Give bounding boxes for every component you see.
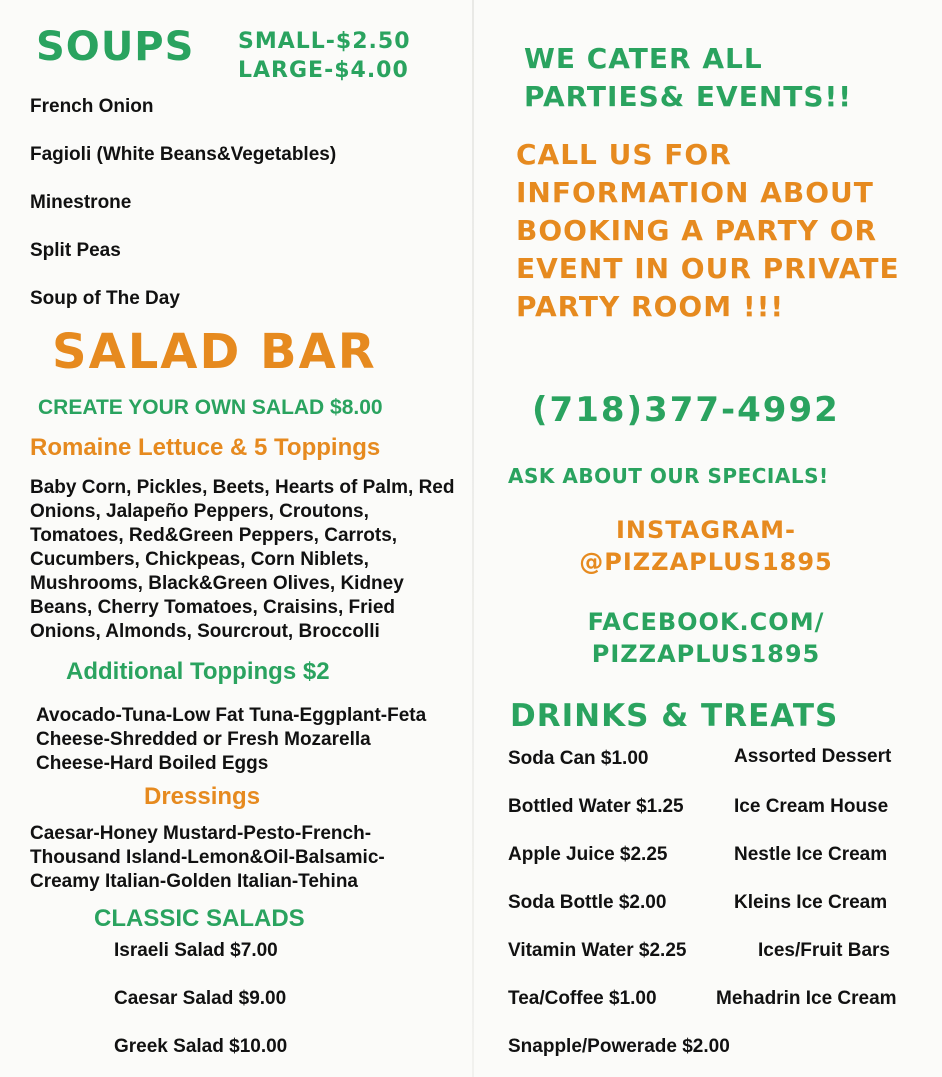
salad-bar-title: SALAD BAR — [52, 324, 377, 380]
instagram-line-1: INSTAGRAM- — [616, 516, 796, 544]
soups-title: SOUPS — [36, 24, 195, 70]
soup-item: Soup of The Day — [30, 288, 180, 309]
soup-item: French Onion — [30, 96, 154, 117]
treat-item: Ice Cream House — [734, 796, 889, 817]
create-salad-price: CREATE YOUR OWN SALAD $8.00 — [38, 396, 383, 419]
drink-item: Bottled Water $1.25 — [508, 796, 684, 817]
cater-banner: WE CATER ALL PARTIES& EVENTS!! — [524, 42, 853, 113]
booking-info: CALL US FOR INFORMATION ABOUT BOOKING A PARTY OR EVENT IN OUR PRIVATE PARTY ROOM !!! — [516, 138, 900, 323]
treat-item: Ices/Fruit Bars — [758, 940, 890, 961]
additional-toppings-title: Additional Toppings $2 — [66, 658, 330, 685]
facebook-url — [490, 606, 922, 670]
drink-item: Snapple/Powerade $2.00 — [508, 1036, 730, 1057]
drink-item: Soda Bottle $2.00 — [508, 892, 667, 913]
drink-item: Soda Can $1.00 — [508, 748, 649, 769]
soup-item: Split Peas — [30, 240, 121, 261]
drink-item: Tea/Coffee $1.00 — [508, 988, 657, 1009]
treat-item: Mehadrin Ice Cream — [716, 988, 897, 1009]
drink-item: Vitamin Water $2.25 — [508, 940, 687, 961]
specials-text: ASK ABOUT OUR SPECIALS! — [508, 464, 829, 488]
facebook-line-2: PIZZAPLUS1895 — [591, 640, 821, 668]
treat-item: Kleins Ice Cream — [734, 892, 888, 913]
soup-price-small: SMALL-$2.50 — [238, 29, 411, 54]
soup-price-large: LARGE-$4.00 — [238, 58, 409, 83]
soup-item: Fagioli (White Beans&Vegetables) — [30, 144, 337, 165]
classic-salad-item: Israeli Salad $7.00 — [114, 940, 278, 961]
soup-item: Minestrone — [30, 192, 132, 213]
classic-salad-item: Caesar Salad $9.00 — [114, 988, 287, 1009]
additional-toppings: Avocado-Tuna-Low Fat Tuna-Eggplant-Feta Cheese-Shredded or Fresh Mozarella Cheese-Hard Boiled Eggs — [36, 705, 427, 774]
phone-number: (718)377-4992 — [532, 390, 840, 430]
classic-salads-title: CLASSIC SALADS — [94, 905, 305, 932]
drinks-title: DRINKS & TREATS — [510, 698, 839, 734]
salad-base: Romaine Lettuce & 5 Toppings — [30, 434, 381, 461]
facebook-line-1: FACEBOOK.COM/ — [587, 608, 825, 636]
salad-toppings: Baby Corn, Pickles, Beets, Hearts of Palm, Red Onions, Jalapeño Peppers, Croutons, Tomatoes, Red&Green Peppers, Carrots, Cucumbers, Chickpeas, Corn Niblets, Mushrooms, Black&Green Olives, Kidney Beans, Cherry Tomatoes, Craisins, Fried Onions, Almonds, Sourcrout, Broccolli — [30, 477, 455, 642]
classic-salad-item: Greek Salad $10.00 — [114, 1036, 288, 1057]
instagram-handle — [490, 514, 922, 578]
fold-line — [472, 0, 474, 1077]
instagram-line-2: @PIZZAPLUS1895 — [579, 548, 833, 576]
treat-item: Assorted Dessert — [734, 746, 892, 767]
dressings-list: Caesar-Honey Mustard-Pesto-French-Thousand Island-Lemon&Oil-Balsamic-Creamy Italian-Golden Italian-Tehina — [30, 823, 385, 892]
soup-prices — [238, 27, 411, 85]
treat-item: Nestle Ice Cream — [734, 844, 888, 865]
drink-item: Apple Juice $2.25 — [508, 844, 668, 865]
dressings-title: Dressings — [144, 783, 261, 810]
